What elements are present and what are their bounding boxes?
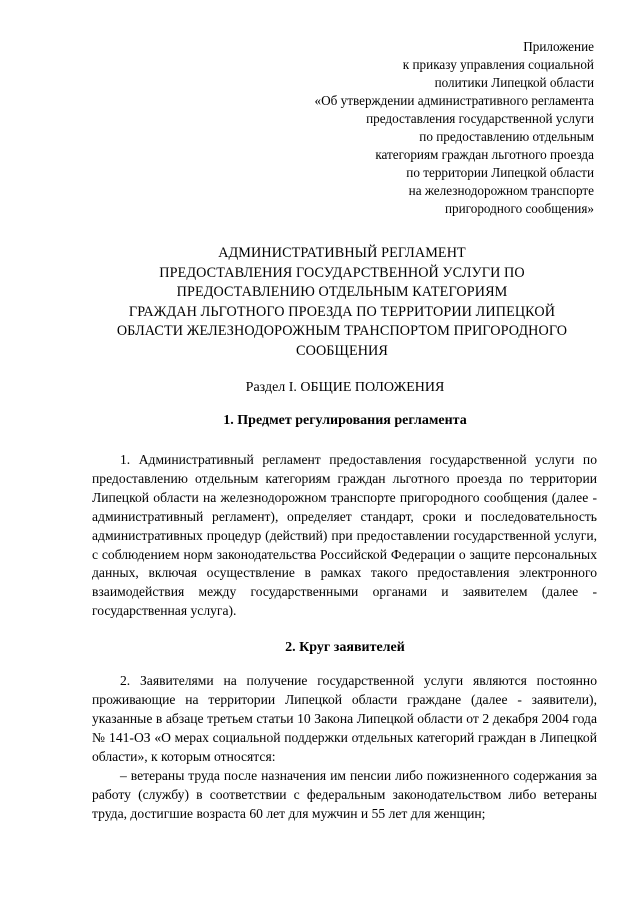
heading-applicants: 2. Круг заявителей [285, 640, 405, 655]
paragraph-veterans: – ветераны труда после назначения им пенсии либо пожизненного содержания за работу (службу) в соответствии с федеральным законодательством либо ветераны труда, достигшие возраста 60 лет для мужчин и 55 лет для женщин; [92, 768, 597, 821]
title-line: АДМИНИСТРАТИВНЫЙ РЕГЛАМЕНТ [218, 245, 466, 261]
title-line: ОБЛАСТИ ЖЕЛЕЗНОДОРОЖНЫМ ТРАНСПОРТОМ ПРИГОРОДНОГО [116, 323, 568, 339]
appendix-line: пригородного сообщения» [444, 201, 594, 216]
paragraph-subject: 1. Административный регламент предоставления государственной услуги по предоставлению отдельным категориям граждан льготного проезда по территории Липецкой области на железнодорожном транспорте пригородного сообщения (далее - административный регламент), определяет стандарт, сроки и последовательность административных процедур (действий) при предоставлении государственной услуги, с соблюдением норм законодательства Российской Федерации о защите персональных данных, включая осуществление в рамках такого предоставления электронного взаимодействия между государственными органами и заявителем (далее - государственная услуга). [92, 452, 597, 619]
appendix-line: на железнодорожном транспорте [408, 183, 594, 198]
paragraph-applicants: 2. Заявителями на получение государственной услуги являются постоянно проживающие на территории Липецкой области граждане (далее - заявители), указанные в абзаце третьем статьи 10 Закона Липецкой области от 2 декабря 2004 года № 141-ОЗ «О мерах социальной поддержки отдельных категорий граждан в Липецкой области», к которым относятся: [92, 673, 597, 764]
appendix-line: Приложение [523, 39, 594, 54]
title-line: ГРАЖДАН ЛЬГОТНОГО ПРОЕЗДА ПО ТЕРРИТОРИИ ЛИПЕЦКОЙ [128, 303, 556, 320]
heading-subject: 1. Предмет регулирования регламента [223, 413, 467, 428]
section-title: Раздел I. ОБЩИЕ ПОЛОЖЕНИЯ [245, 380, 445, 395]
title-line: СООБЩЕНИЯ [296, 342, 388, 359]
document-title [92, 244, 592, 361]
title-line: ПРЕДОСТАВЛЕНИЮ ОТДЕЛЬНЫМ КАТЕГОРИЯМ [176, 284, 508, 300]
appendix-line: к приказу управления социальной [402, 57, 594, 72]
appendix-line: «Об утверждении административного регламента [314, 93, 594, 108]
appendix-line: предоставления государственной услуги [366, 111, 594, 126]
appendix-line: по предоставлению отдельным [419, 129, 594, 144]
title-line: ПРЕДОСТАВЛЕНИЯ ГОСУДАРСТВЕННОЙ УСЛУГИ ПО [159, 264, 525, 281]
appendix-block [174, 38, 594, 218]
appendix-line: политики Липецкой области [434, 75, 594, 90]
appendix-line: по территории Липецкой области [406, 165, 594, 180]
appendix-line: категориям граждан льготного проезда [375, 147, 594, 162]
